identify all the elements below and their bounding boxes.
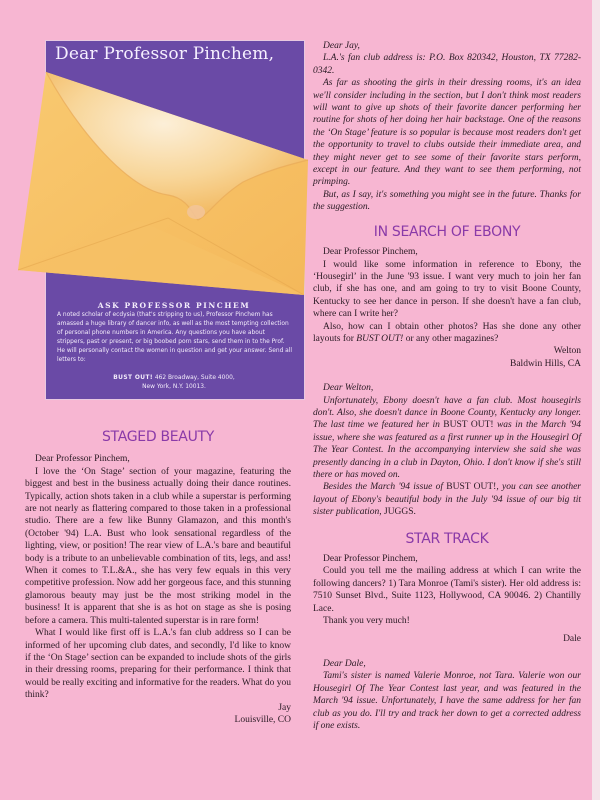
section-heading: STAR TRACK <box>405 530 489 547</box>
signature-location: Baldwin Hills, CA <box>510 358 581 369</box>
letter-paragraph <box>313 321 581 346</box>
ebony-letter <box>313 246 581 370</box>
publication-name: JUGGS. <box>384 507 416 518</box>
text-run: Unfortunately, Ebony doesn't have a fan club. Most housegirls don't. Also, she doesn't dance in Boone County, Kentucky any longer. The last time we featured her in <box>313 395 581 431</box>
brand-name: BUST OUT! <box>113 375 153 381</box>
reply-to-dale <box>313 658 581 732</box>
signature-location: Louisville, CO <box>234 714 291 725</box>
reply-paragraph <box>313 395 581 482</box>
reply-salutation: Dear Jay, <box>323 41 360 51</box>
reply-salutation: Dear Dale, <box>323 658 366 669</box>
right-column <box>313 40 581 732</box>
reply-to-jay <box>313 40 581 214</box>
letter-paragraph: I love the ‘On Stage’ section of your magazine, featuring the biggest and best in the business actually doing their dance routines. Typically, action shots taken in a club while a superstar is performing are not nearly as flattering compared to those taken in a professional studio. There are a few like Bunny Glamazon, and this month's (October '94) L.A. Bust who look sensational regardless of the lighting, view, or position! The rear view of L.A.'s bare and beautiful body is a tribute to an unbelievable combination of tits, legs, and ass! When it comes to T.L.&A., she has very few equals in this very competitive profession. Now add her gorgeous face, and this stunning glamorous beauty may just be the most striking model in the business! It is apparent that she is as hot on stage as she is posing before a camera. This multi-talented superstar is in rare form! <box>25 466 291 626</box>
letter-paragraph: What I would like first off is L.A.'s fan club address so I can be informed of her upcoming club dates, and secondly, I'd like to know if the ‘On Stage’ section can be expanded to include shots of the girls in their dressing rooms, preparing for their performance. I think that would be really exciting and informative for the readers. What do you think? <box>25 628 291 701</box>
letter-paragraph: Could you tell me the mailing address at which I can write the following dancers? 1) Tara Monroe (Tami's sister). Her old address is: 7510 Sunset Blvd., Suite 1123, Hollywood, CA 90046. 2) Chantilly Lace. <box>313 566 581 614</box>
letter-salutation: Dear Professor Pinchem, <box>323 247 418 258</box>
mailing-address <box>45 374 303 392</box>
reply-paragraph: L.A.'s fan club address is: P.O. Box 820342, Houston, TX 77282-0342. <box>313 53 581 76</box>
brand-name: BUST OUT! <box>356 333 404 344</box>
text-run: or any other magazines? <box>403 333 499 344</box>
signature-name: Welton <box>553 346 581 357</box>
reply-paragraph <box>313 481 581 518</box>
box-title: Dear Professor Pinchem, <box>55 44 275 64</box>
address-line-2: New York, N.Y. 10013. <box>142 383 206 390</box>
reply-paragraph: But, as I say, it's something you might see in the future. Thanks for the suggestion. <box>313 189 581 213</box>
letter-salutation: Dear Professor Pinchem, <box>35 454 130 465</box>
signature-name: Dale <box>563 634 581 645</box>
signature-name: Jay <box>278 702 291 713</box>
text-run: Also, how can I obtain other photos? Has she done any other layouts for <box>313 321 581 344</box>
reply-to-welton <box>313 382 581 518</box>
letter-salutation: Dear Professor Pinchem, <box>323 554 418 565</box>
envelope-illustration <box>18 70 310 295</box>
letter-paragraph: Thank you very much! <box>323 616 410 627</box>
brand-name: BUST OUT! <box>443 420 494 431</box>
ask-professor-heading: ASK PROFESSOR PINCHEM <box>97 301 251 310</box>
reply-paragraph: As far as shooting the girls in their dressing rooms, it's an idea we'll consider including in the section, but I don't think most readers will want to give up shots of their favorite dancer performing her routine for shots of her doing her hair backstage. One of the reasons the ‘On Stage’ feature is so popular is because most readers don't get the opportunity to travel to clubs outside their immediate area, and they might never get to see some of their favorite stars perform, except in our feature. And they want to see them performing, not primping. <box>313 78 581 188</box>
ask-professor-description: A noted scholar of ecdysia (that's stripping to us), Professor Pinchem has amassed a huge library of dancer info, as well as the most tempting collection of personal phone numbers in America. Any questions you have about strippers, past or present, or big boobed porn stars, send them in to the Prof. He will personally contact the women in question and get your answer. Send all letters to: <box>57 312 293 363</box>
text-run: was in the March '94 issue, where she was featured as a first runner up in the Housegirl Of The Year Contest. In the accompanying interview she said she was presently dancing in a club in Dayton, Ohio. I don't know if she's still there or has moved on. <box>313 420 581 480</box>
page-edge <box>592 0 600 800</box>
section-heading: IN SEARCH OF EBONY <box>373 223 521 240</box>
reply-paragraph: Tami's sister is named Valerie Monroe, not Tara. Valerie won our Housegirl Of The Year Contest last year, and was featured in the March '94 issue. Unfortunately, I have the same address for her fan club as you do. I'll try and track her down to get a corrected address if one exists. <box>313 671 581 731</box>
address-line-1: 462 Broadway, Suite 4000, <box>152 375 235 381</box>
star-track-letter <box>313 553 581 646</box>
section-heading: STAGED BEAUTY <box>101 429 215 445</box>
reply-salutation: Dear Welton, <box>323 383 374 394</box>
text-run: Besides the March '94 issue of <box>323 482 447 493</box>
text-run: , you can see another layout of Ebony's beautiful body in the July '94 issue of our big tit sister publication, <box>313 482 581 518</box>
staged-beauty-section <box>25 431 291 726</box>
letter-paragraph: I would like some information in reference to Ebony, the ‘Housegirl’ in the June '93 issue. I want very much to join her fan club, if she has one, and am going to try to visit Boone County, Kentucky to see her dance in person. If she doesn't have a fan club, where can I write her? <box>313 259 581 320</box>
brand-name: BUST OUT! <box>446 482 497 493</box>
